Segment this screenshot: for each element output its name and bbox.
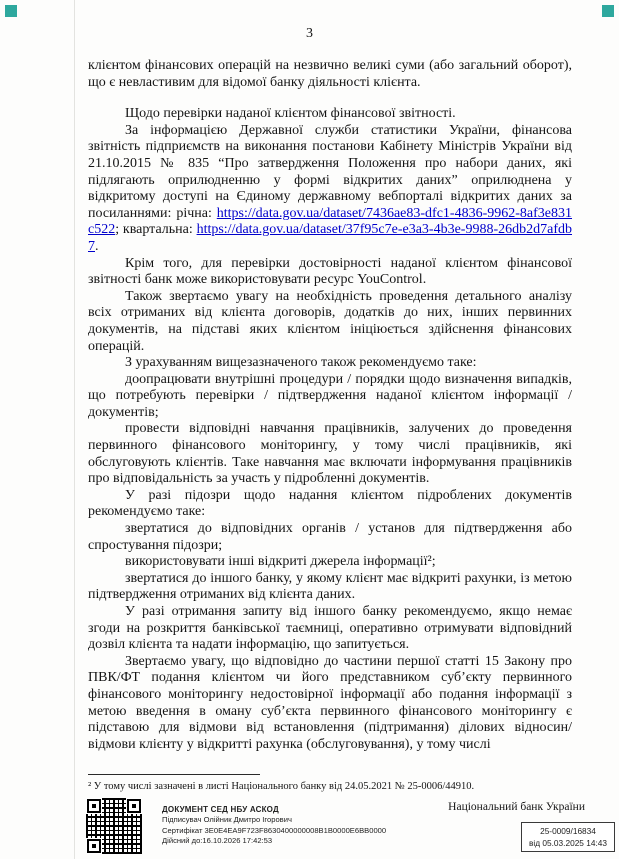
corner-marker-top-left <box>5 5 17 17</box>
paragraph: Звертаємо увагу, що відповідно до частини першої статті 15 Закону про ПВК/ФТ подання клієнтом чи його представником суб’єкту первинного фінансового моніторингу недостовірної інформації або подання інформації з метою введення в оману суб’єкта первинного фінансового моніторингу є підставою для відмови від встановлення (підтримання) ділових відносин/відмови клієнту у відкритті рахунка (обслуговування), у тому числі <box>88 653 572 752</box>
paragraph-text: . <box>95 238 99 254</box>
footnote-separator <box>88 774 260 775</box>
page-number: 3 <box>306 26 313 41</box>
qr-finder-icon <box>86 838 102 854</box>
qr-finder-icon <box>126 798 142 814</box>
footnote: ² У тому числі зазначені в листі Національного банку від 24.05.2021 № 25-0006/44910. <box>88 781 475 792</box>
paragraph-text: За інформацією Державної служби статистики України, фінансова звітність підприємств на виконання постанови Кабінету Міністрів України від 21.10.2015 № 835 “Про затвердження Положення про набори даних, які підлягають оприлюдненню у формі відкритих даних” оприлюднена у відкритому доступі на Єдиному державному вебпорталі відкритих даних за посиланнями: річна: <box>88 122 572 221</box>
signature-system: ДОКУМЕНТ СЕД НБУ АСКОД <box>162 805 279 814</box>
document-body <box>88 58 572 753</box>
paragraph: Також звертаємо увагу на необхідність проведення детального аналізу всіх отриманих від клієнта договорів, додатків до них, інших первинних документів, на підставі яких клієнтом ініціюється здійснення фінансових операцій. <box>88 288 572 354</box>
corner-marker-top-right <box>602 5 614 17</box>
paragraph: звертатися до відповідних органів / установ для підтвердження або спростування підозри; <box>88 521 572 553</box>
paragraph-text: ; квартальна: <box>115 222 197 238</box>
dataset-link-annual[interactable]: https://data.gov.ua/dataset/7436ae83-dfc1-4836-9962-8af3e831c522 <box>88 205 572 238</box>
paragraph: доопрацювати внутрішні процедури / порядки щодо визначення випадків, що потребують перевірки / підтвердження наданої клієнтом інформації / документів; <box>88 371 572 420</box>
signature-right-column <box>448 798 615 852</box>
organization-name: Національний банк України <box>448 801 585 813</box>
paragraph: клієнтом фінансових операцій на незвично великі суми (або загальний оборот), що є невластивим для відомої банку діяльності клієнта. <box>88 58 572 90</box>
paragraph: У разі підозри щодо надання клієнтом підроблених документів рекомендуємо таке: <box>88 487 572 520</box>
paragraph: провести відповідні навчання працівників, залучених до проведення первинного фінансового моніторингу, у тому числі працівників, які обслуговують клієнтів. Таке навчання має включати інформування працівників про відповідальність за участь у підробленні документів. <box>88 421 572 487</box>
paragraph: З урахуванням вищезазначеного також рекомендуємо таке: <box>125 355 477 371</box>
qr-code-icon <box>86 798 142 854</box>
signature-validity: Дійсний до:16.10.2026 17:42:53 <box>162 836 273 846</box>
dataset-link-quarterly[interactable]: https://data.gov.ua/dataset/37f95c7e-e3a3-4b3e-9988-26db2d7afdb7 <box>88 222 572 254</box>
stamp-date: від 05.03.2025 14:43 <box>529 838 607 849</box>
stamp-number: 25-0009/16834 <box>540 826 596 836</box>
signature-details <box>162 798 387 847</box>
signature-signer: Підписувач Олійник Дмитро Ігорович <box>162 815 292 825</box>
paragraph: звертатися до іншого банку, у якому клієнт має відкриті рахунки, із метою підтвердження отриманих від клієнта даних. <box>88 570 572 603</box>
paragraph: Крім того, для перевірки достовірності наданої клієнтом фінансової звітності банк може використовувати ресурс YouControl. <box>88 255 572 288</box>
paragraph: У разі отримання запиту від іншого банку рекомендуємо, якщо немає згоди на розкриття банківської таємниці, оперативно отримувати відповідний дозвіл клієнта та надати інформацію, що запитується. <box>88 604 572 653</box>
paragraph-with-links <box>88 123 572 256</box>
paragraph: використовувати інші відкриті джерела інформації²; <box>125 554 436 570</box>
scan-edge-line <box>74 0 75 859</box>
signature-block <box>86 798 615 854</box>
registration-stamp <box>521 822 615 852</box>
signature-certificate: Сертифікат 3E0E4EA9F723F8630400000008B1B0000E6BB0000 <box>162 825 387 835</box>
paragraph: Щодо перевірки наданої клієнтом фінансової звітності. <box>125 106 456 122</box>
qr-finder-icon <box>86 798 102 814</box>
